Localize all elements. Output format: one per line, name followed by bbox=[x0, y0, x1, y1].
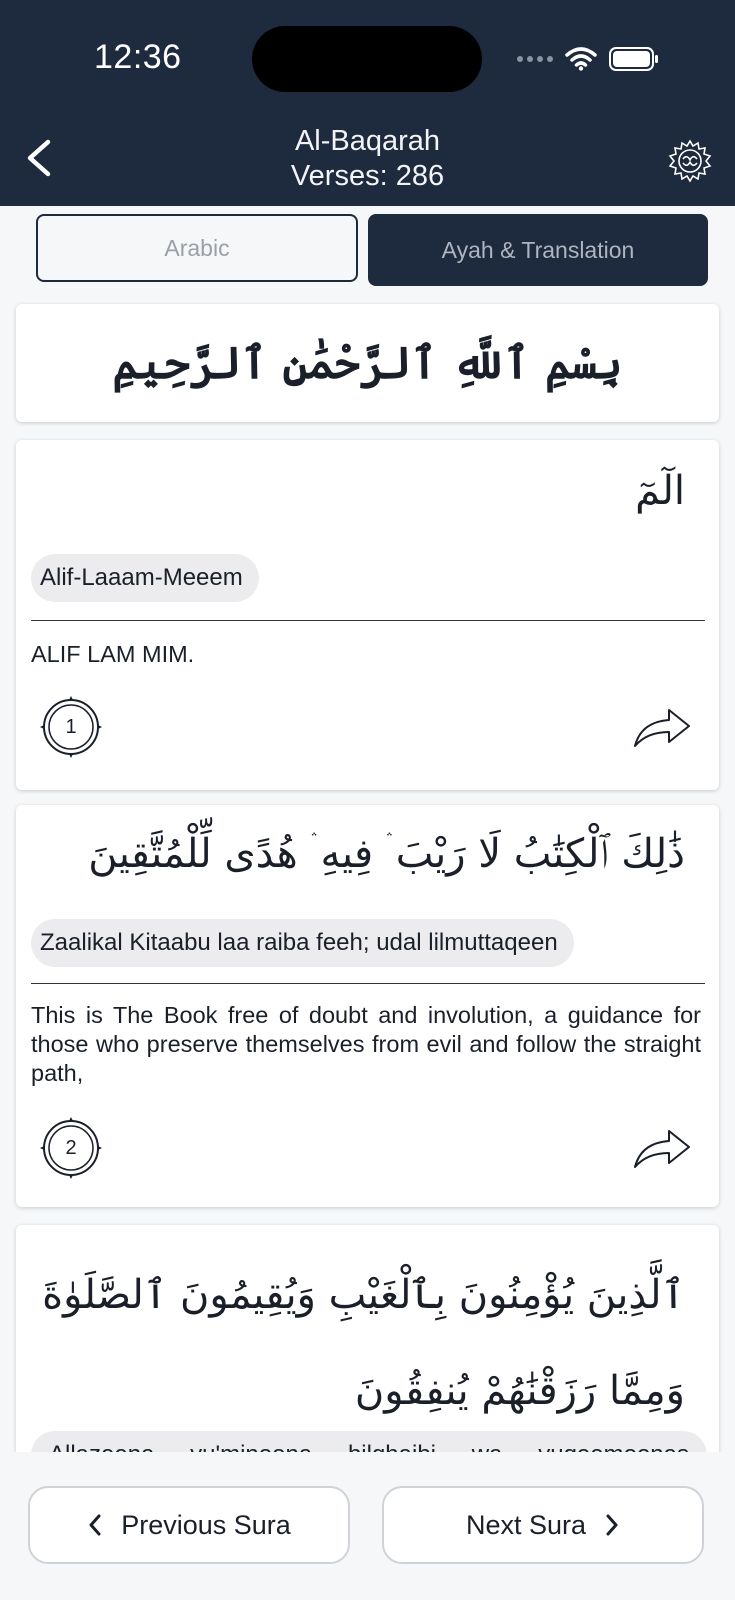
sura-navigation bbox=[0, 1452, 735, 1600]
divider bbox=[31, 983, 705, 984]
settings-gear-icon[interactable] bbox=[667, 138, 713, 184]
transliteration-pill: Zaalikal Kitaabu laa raiba feeh; udal lilmuttaqeen bbox=[31, 919, 574, 967]
ayah-translation: ALIF LAM MIM. bbox=[31, 641, 195, 667]
ayah-arabic: الٓمٓ bbox=[635, 468, 685, 514]
sura-name: Al-Baqarah bbox=[294, 125, 441, 157]
ayah-card-1 bbox=[16, 440, 719, 790]
bismillah-text: بِسْمِ ٱللَّهِ ٱلرَّحْمَٰنِ ٱلرَّحِيمِ bbox=[112, 337, 623, 389]
next-sura-button[interactable] bbox=[382, 1486, 704, 1564]
ayah-translation: This is The Book free of doubt and involution, a guidance for those who preserve themselves from evil and follow the straight path, bbox=[31, 1002, 701, 1086]
status-icons bbox=[517, 44, 659, 74]
chevron-left-icon bbox=[87, 1513, 103, 1537]
battery-icon bbox=[609, 47, 659, 71]
ayah-number-badge bbox=[38, 1115, 104, 1181]
tab-ayah-translation[interactable]: Ayah & Translation bbox=[368, 214, 708, 286]
bismillah-card bbox=[16, 304, 719, 422]
previous-sura-label: Previous Sura bbox=[121, 1509, 291, 1540]
header-title bbox=[0, 124, 735, 194]
wifi-icon bbox=[565, 47, 597, 71]
ayah-card-2 bbox=[16, 805, 719, 1207]
divider bbox=[31, 620, 705, 621]
tab-arabic[interactable]: Arabic bbox=[36, 214, 358, 282]
dynamic-island bbox=[252, 26, 482, 92]
chevron-right-icon bbox=[604, 1513, 620, 1537]
verses-count: Verses: 286 bbox=[290, 160, 445, 192]
ayah-number-badge bbox=[38, 694, 104, 760]
next-sura-label: Next Sura bbox=[465, 1509, 587, 1540]
share-icon[interactable] bbox=[631, 1125, 693, 1171]
view-mode-tabs bbox=[36, 214, 708, 286]
transliteration-pill: Alif-Laaam-Meeem bbox=[31, 554, 259, 602]
ayah-number: 1 bbox=[65, 716, 77, 738]
cellular-signal-icon bbox=[517, 56, 553, 62]
previous-sura-button[interactable] bbox=[28, 1486, 350, 1564]
ayah-arabic: ذَٰلِكَ ٱلْكِتَٰبُ لَا رَيْبَ ۛ فِيهِ ۛ هُدًى لِّلْمُتَّقِينَ bbox=[88, 831, 685, 877]
ayah-arabic: ٱلَّذِينَ يُؤْمِنُونَ بِٱلْغَيْبِ وَيُقِيمُونَ ٱلصَّلَوٰةَ وَمِمَّا رَزَقْنَٰهُمْ يُنفِقُونَ bbox=[42, 1272, 685, 1414]
ayah-list[interactable] bbox=[0, 300, 735, 1452]
share-icon[interactable] bbox=[631, 704, 693, 750]
status-time: 12:36 bbox=[94, 38, 182, 76]
app-header bbox=[0, 0, 735, 206]
ayah-number: 2 bbox=[65, 1137, 77, 1159]
